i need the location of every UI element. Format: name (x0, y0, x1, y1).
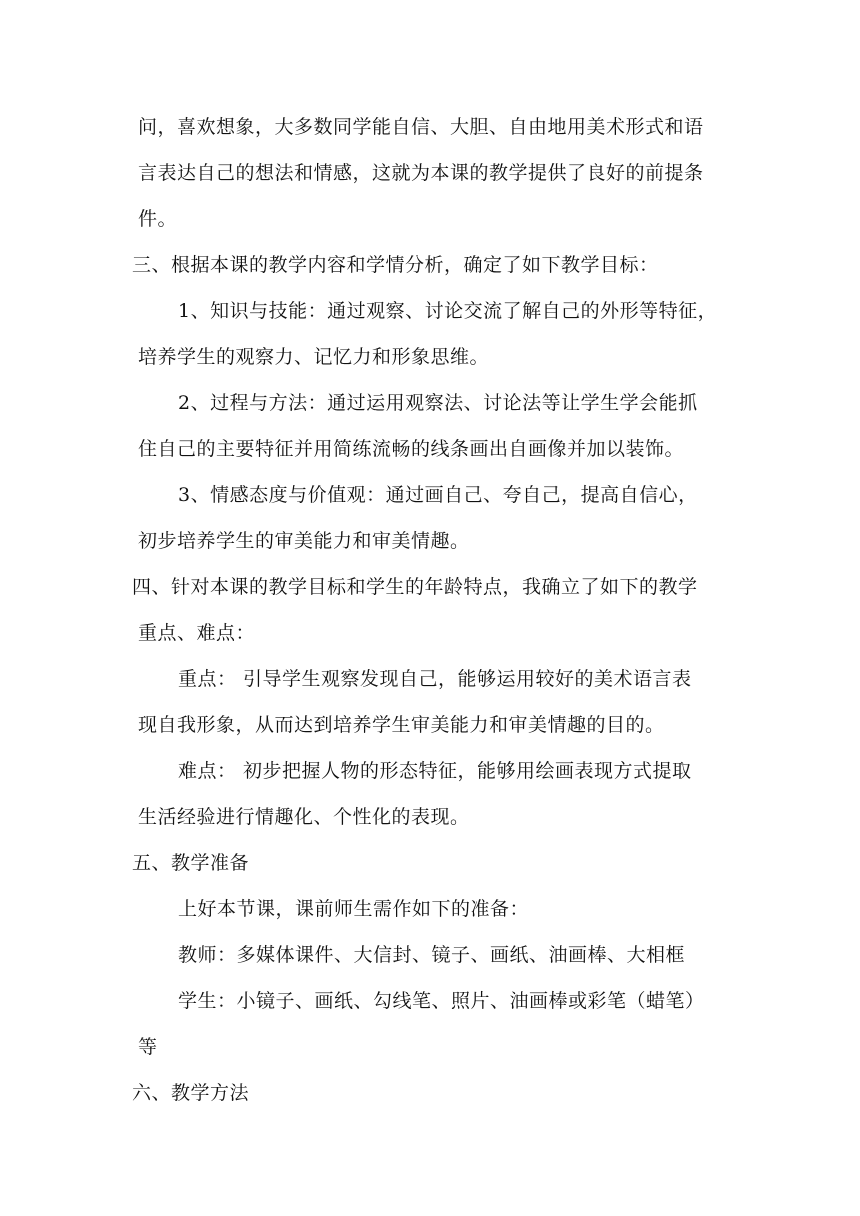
paragraph-line: 生活经验进行情趣化、个性化的表现。 (138, 806, 470, 828)
paragraph-line: 学生：小镜子、画纸、勾线笔、照片、油画棒或彩笔（蜡笔） (178, 990, 705, 1012)
paragraph-line: 教师：多媒体课件、大信封、镜子、画纸、油画棒、大相框 (178, 944, 686, 966)
paragraph-line: 重点、难点： (138, 622, 256, 644)
section-heading-3: 三、根据本课的教学内容和学情分析，确定了如下教学目标： (132, 254, 659, 276)
paragraph-line: 住自己的主要特征并用简练流畅的线条画出自画像并加以装饰。 (138, 438, 685, 460)
paragraph-line: 2、过程与方法：通过运用观察法、讨论法等让学生学会能抓 (178, 392, 698, 414)
section-heading-6: 六、教学方法 (132, 1082, 250, 1104)
paragraph-line: 件。 (138, 208, 178, 230)
paragraph-line: 初步培养学生的审美能力和审美情趣。 (138, 530, 470, 552)
paragraph-line: 重点： 引导学生观察发现自己，能够运用较好的美术语言表 (178, 668, 692, 690)
paragraph-line: 言表达自己的想法和情感，这就为本课的教学提供了良好的前提条 (138, 162, 704, 184)
paragraph-line: 上好本节课，课前师生需作如下的准备： (178, 898, 530, 920)
paragraph-line: 问，喜欢想象，大多数同学能自信、大胆、自由地用美术形式和语 (138, 116, 704, 138)
paragraph-line: 3、情感态度与价值观：通过画自己、夸自己，提高自信心， (178, 484, 698, 506)
section-heading-4: 四、针对本课的教学目标和学生的年龄特点，我确立了如下的教学 (132, 576, 698, 598)
section-heading-5: 五、教学准备 (132, 852, 250, 874)
paragraph-line: 难点： 初步把握人物的形态特征，能够用绘画表现方式提取 (178, 760, 692, 782)
paragraph-line: 等 (138, 1036, 158, 1058)
paragraph-line: 1、知识与技能：通过观察、讨论交流了解自己的外形等特征， (178, 300, 718, 322)
paragraph-line: 培养学生的观察力、记忆力和形象思维。 (138, 346, 490, 368)
paragraph-line: 现自我形象，从而达到培养学生审美能力和审美情趣的目的。 (138, 714, 665, 736)
